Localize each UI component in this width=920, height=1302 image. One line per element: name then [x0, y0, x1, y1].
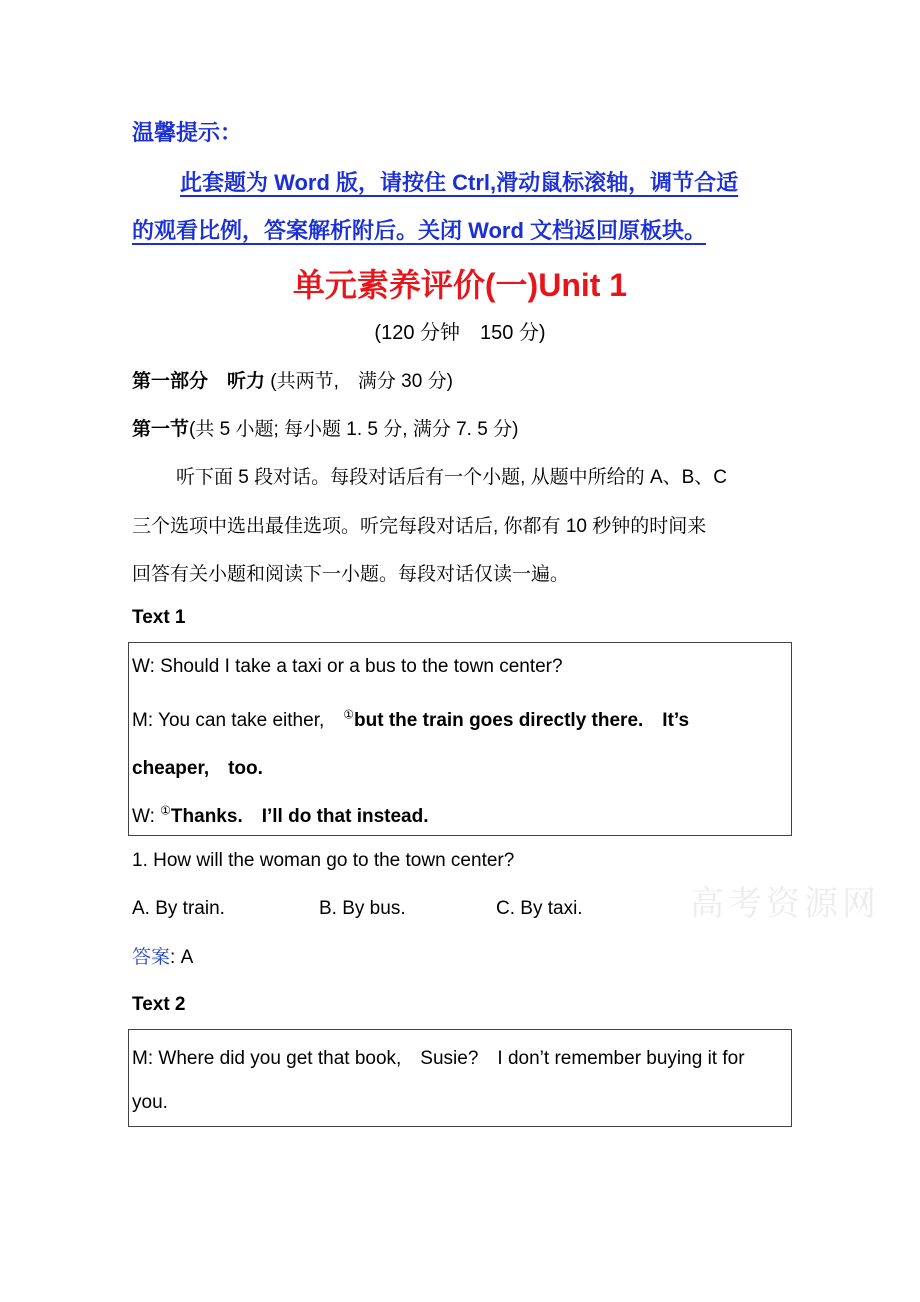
instructions-line-2: 三个选项中选出最佳选项。听完每段对话后, 你都有 10 秒钟的时间来	[132, 516, 707, 537]
text2-m1-line-1: M: Where did you get that book, Susie? I don’t remember buying it for	[132, 1048, 745, 1069]
tip-line-2: 的观看比例，答案解析附后。关闭 Word 文档返回原板块。	[132, 218, 707, 243]
text1-label: Text 1	[132, 607, 186, 628]
text1-w1: W: Should I take a taxi or a bus to the town center?	[132, 656, 563, 677]
question1-option-a: A. By train.	[132, 898, 225, 919]
section1-heading-line	[132, 414, 518, 441]
section1-note: (共 5 小题; 每小题 1. 5 分, 满分 7. 5 分)	[189, 419, 519, 440]
question1-option-b: B. By bus.	[319, 898, 406, 919]
text2-m1-line-2: you.	[132, 1092, 168, 1113]
text1-m1-prefix: M: You can take either,	[132, 710, 344, 731]
text1-w2-bold: Thanks. I’ll do that instead.	[170, 806, 429, 827]
text2-label: Text 2	[132, 994, 186, 1015]
instructions-line-1: 听下面 5 段对话。每段对话后有一个小题, 从题中所给的 A、B、C	[176, 467, 728, 488]
text1-m1-bold-2: cheaper, too.	[132, 758, 263, 779]
text1-m1-bold: but the train goes directly there. It’s	[354, 710, 690, 731]
question1-stem: 1. How will the woman go to the town center?	[132, 850, 515, 871]
time-info: (120 分钟 150 分)	[374, 322, 546, 344]
tip-line-1: 此套题为 Word 版，请按住 Ctrl,滑动鼠标滚轴，调节合适	[180, 170, 739, 195]
text1-m1-mark: ①	[343, 707, 355, 722]
answer-label: 答案	[132, 947, 171, 968]
tip-title: 温馨提示：	[132, 120, 243, 145]
part1-heading-line	[132, 366, 453, 393]
question1-answer	[132, 942, 193, 969]
question1-option-c: C. By taxi.	[496, 898, 583, 919]
page-title: 单元素养评价(一)Unit 1	[292, 267, 628, 303]
answer-value: : A	[170, 947, 194, 968]
instructions-line-3: 回答有关小题和阅读下一小题。每段对话仅读一遍。	[132, 564, 570, 585]
text1-w2	[132, 801, 429, 828]
text1-m1	[132, 705, 689, 732]
part1-note: (共两节, 满分 30 分)	[270, 371, 453, 392]
watermark: 高考资源网	[690, 884, 880, 924]
text1-w2-mark: ①	[160, 803, 171, 818]
section1-heading: 第一节	[132, 419, 190, 440]
text1-w2-prefix: W:	[132, 806, 161, 827]
part1-heading: 第一部分 听力	[132, 371, 266, 392]
